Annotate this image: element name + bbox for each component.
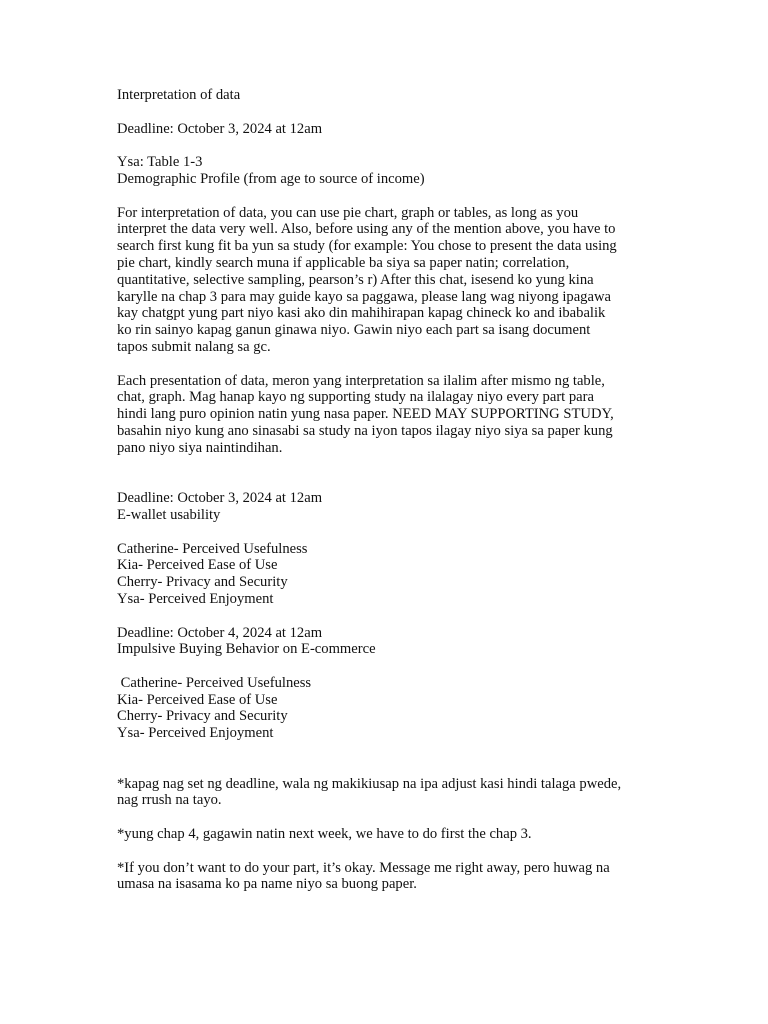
paragraph-line: quantitative, selective sampling, pearson’s r) After this chat, isesend ko yung kina xyxy=(117,271,594,288)
deadline-text: Deadline: October 3, 2024 at 12am xyxy=(117,120,323,137)
section-impulsive-buying xyxy=(117,625,662,743)
paragraph-line: For interpretation of data, you can use pie chart, graph or tables, as long as you xyxy=(117,204,579,221)
section-topic: Impulsive Buying Behavior on E-commerce xyxy=(117,641,376,658)
assignment-item: Cherry- Privacy and Security xyxy=(117,708,288,725)
note-participation xyxy=(117,860,662,894)
spacer xyxy=(117,356,662,373)
assignment-ysa: Ysa: Table 1-3 xyxy=(117,154,203,171)
presentation-paragraph xyxy=(117,373,662,457)
paragraph-line: ko rin sainyo kapag ganun ginawa niyo. Gawin niyo each part sa isang document xyxy=(117,322,591,339)
assignment-item: Cherry- Privacy and Security xyxy=(117,574,288,591)
spacer xyxy=(117,104,662,121)
paragraph-line: chat, graph. Mag hanap kayo ng supporting study na ilalagay niyo every part para xyxy=(117,389,594,406)
instructions-paragraph xyxy=(117,205,662,356)
note-deadline xyxy=(117,776,662,810)
paragraph-line: search first kung fit ba yun sa study (for example: You chose to present the data using xyxy=(117,238,617,255)
note-line: nag rrush na tayo. xyxy=(117,792,222,809)
note-chapter-4: *yung chap 4, gagawin natin next week, we have to do first the chap 3. xyxy=(117,826,532,843)
spacer xyxy=(117,137,662,154)
assignment-item: Ysa- Perceived Enjoyment xyxy=(117,590,274,607)
spacer xyxy=(117,188,662,205)
section-deadline: Deadline: October 4, 2024 at 12am xyxy=(117,624,323,641)
spacer xyxy=(117,742,662,776)
paragraph-line: pie chart, kindly search muna if applicable ba siya sa paper natin; correlation, xyxy=(117,254,570,271)
assignment-item: Catherine- Perceived Usefulness xyxy=(117,540,308,557)
section-deadline: Deadline: October 3, 2024 at 12am xyxy=(117,490,323,507)
section-ewallet xyxy=(117,490,662,608)
paragraph-line: basahin niyo kung ano sinasabi sa study na iyon tapos ilagay niyo siya sa paper kung xyxy=(117,422,613,439)
spacer xyxy=(117,608,662,625)
spacer xyxy=(117,843,662,860)
paragraph-line: kay chatgpt yung part niyo kasi ako din mahihirapan kapag chineck ko and ibabalik xyxy=(117,305,606,322)
spacer xyxy=(117,457,662,491)
paragraph-line: pano niyo siya naintindihan. xyxy=(117,439,283,456)
assignment-item: Kia- Perceived Ease of Use xyxy=(117,691,278,708)
paragraph-line: Each presentation of data, meron yang interpretation sa ilalim after mismo ng table, xyxy=(117,372,605,389)
spacer xyxy=(117,809,662,826)
paragraph-line: interpret the data very well. Also, before using any of the mention above, you have to xyxy=(117,221,616,238)
spacer xyxy=(117,658,662,675)
spacer xyxy=(117,524,662,541)
paragraph-line: karylle na chap 3 para may guide kayo sa paggawa, please lang wag niyong ipagawa xyxy=(117,288,611,305)
note-line: umasa na isasama ko pa name niyo sa buong paper. xyxy=(117,876,417,893)
paragraph-line: hindi lang puro opinion natin yung nasa paper. NEED MAY SUPPORTING STUDY, xyxy=(117,406,614,423)
note-line: *If you don’t want to do your part, it’s okay. Message me right away, pero huwag na xyxy=(117,859,610,876)
assignment-ysa-description: Demographic Profile (from age to source of income) xyxy=(117,170,425,187)
document-title: Interpretation of data xyxy=(117,87,241,103)
note-line: *kapag nag set ng deadline, wala ng makikiusap na ipa adjust kasi hindi talaga pwede, xyxy=(117,775,622,792)
paragraph-line: tapos submit nalang sa gc. xyxy=(117,338,271,355)
assignment-item: Catherine- Perceived Usefulness xyxy=(117,674,312,691)
document-body xyxy=(117,87,662,893)
section-topic: E-wallet usability xyxy=(117,506,221,523)
assignment-item: Kia- Perceived Ease of Use xyxy=(117,557,278,574)
assignment-item: Ysa- Perceived Enjoyment xyxy=(117,725,274,742)
